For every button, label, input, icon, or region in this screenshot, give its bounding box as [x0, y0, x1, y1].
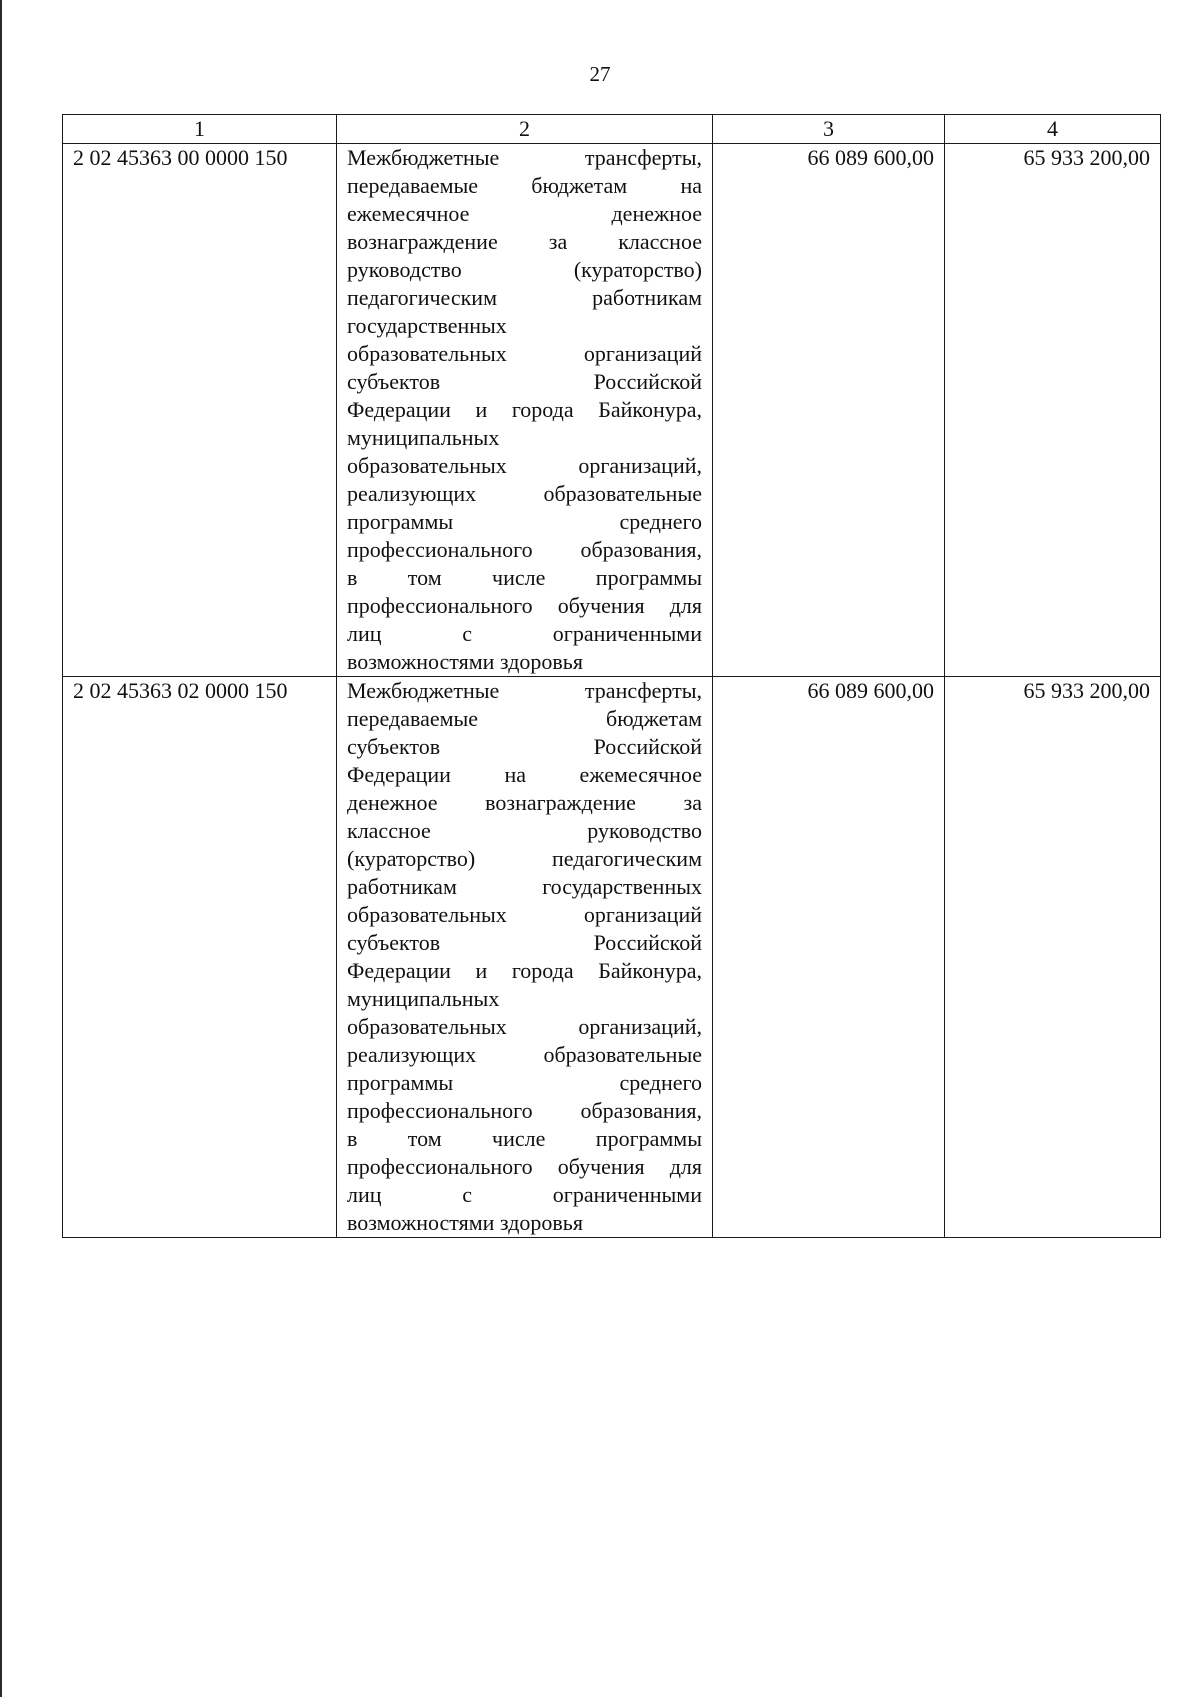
name-line: муниципальных — [347, 425, 500, 450]
page-edge-line — [0, 0, 2, 1697]
name-line: образовательных организаций — [347, 341, 702, 366]
table-row — [63, 677, 1161, 1238]
name-line: возможностями здоровья — [347, 1210, 583, 1235]
amount-column-3: 66 089 600,00 — [713, 677, 945, 1238]
column-header-2: 2 — [337, 115, 713, 144]
name-line: государственных — [347, 313, 507, 338]
name-line: передаваемые бюджетам на — [347, 173, 702, 198]
header-row — [63, 115, 1161, 144]
amount-column-3: 66 089 600,00 — [713, 144, 945, 677]
name-line: ежемесячное денежное — [347, 201, 702, 226]
name-line: субъектов Российской — [347, 734, 702, 759]
name-line: Межбюджетные трансферты, — [347, 145, 702, 170]
name-line: программы среднего — [347, 1070, 702, 1095]
name-line: Федерации и города Байконура, — [347, 397, 702, 422]
name-line: денежное вознаграждение за — [347, 790, 702, 815]
table-row — [63, 144, 1161, 677]
name-line: муниципальных — [347, 986, 500, 1011]
name-line: образовательных организаций, — [347, 453, 702, 478]
name-line: профессионального обучения для — [347, 1154, 702, 1179]
income-name — [337, 677, 713, 1238]
income-name — [337, 144, 713, 677]
name-line: субъектов Российской — [347, 930, 702, 955]
name-line: программы среднего — [347, 509, 702, 534]
name-line: (кураторство) педагогическим — [347, 846, 702, 871]
name-line: возможностями здоровья — [347, 649, 583, 674]
budget-table — [62, 114, 1161, 1238]
page-number: 27 — [589, 62, 611, 86]
name-line: передаваемые бюджетам — [347, 706, 702, 731]
column-header-3: 3 — [713, 115, 945, 144]
name-line: реализующих образовательные — [347, 481, 702, 506]
amount-column-4: 65 933 200,00 — [945, 677, 1161, 1238]
name-line: субъектов Российской — [347, 369, 702, 394]
amount-column-4: 65 933 200,00 — [945, 144, 1161, 677]
name-line: профессионального образования, — [347, 1098, 702, 1123]
name-line: в том числе программы — [347, 565, 702, 590]
budget-code: 2 02 45363 02 0000 150 — [63, 677, 337, 1238]
name-line: в том числе программы — [347, 1126, 702, 1151]
name-line: образовательных организаций — [347, 902, 702, 927]
name-line: профессионального образования, — [347, 537, 702, 562]
name-line: образовательных организаций, — [347, 1014, 702, 1039]
column-header-1: 1 — [63, 115, 337, 144]
name-line: руководство (кураторство) — [347, 257, 702, 282]
name-line: профессионального обучения для — [347, 593, 702, 618]
name-line: вознаграждение за классное — [347, 229, 702, 254]
name-line: классное руководство — [347, 818, 702, 843]
budget-code: 2 02 45363 00 0000 150 — [63, 144, 337, 677]
column-header-4: 4 — [945, 115, 1161, 144]
name-line: педагогическим работникам — [347, 285, 702, 310]
name-line: лиц с ограниченными — [347, 1182, 702, 1207]
name-line: реализующих образовательные — [347, 1042, 702, 1067]
name-line: работникам государственных — [347, 874, 702, 899]
name-line: Федерации на ежемесячное — [347, 762, 702, 787]
name-line: Федерации и города Байконура, — [347, 958, 702, 983]
name-line: Межбюджетные трансферты, — [347, 678, 702, 703]
name-line: лиц с ограниченными — [347, 621, 702, 646]
